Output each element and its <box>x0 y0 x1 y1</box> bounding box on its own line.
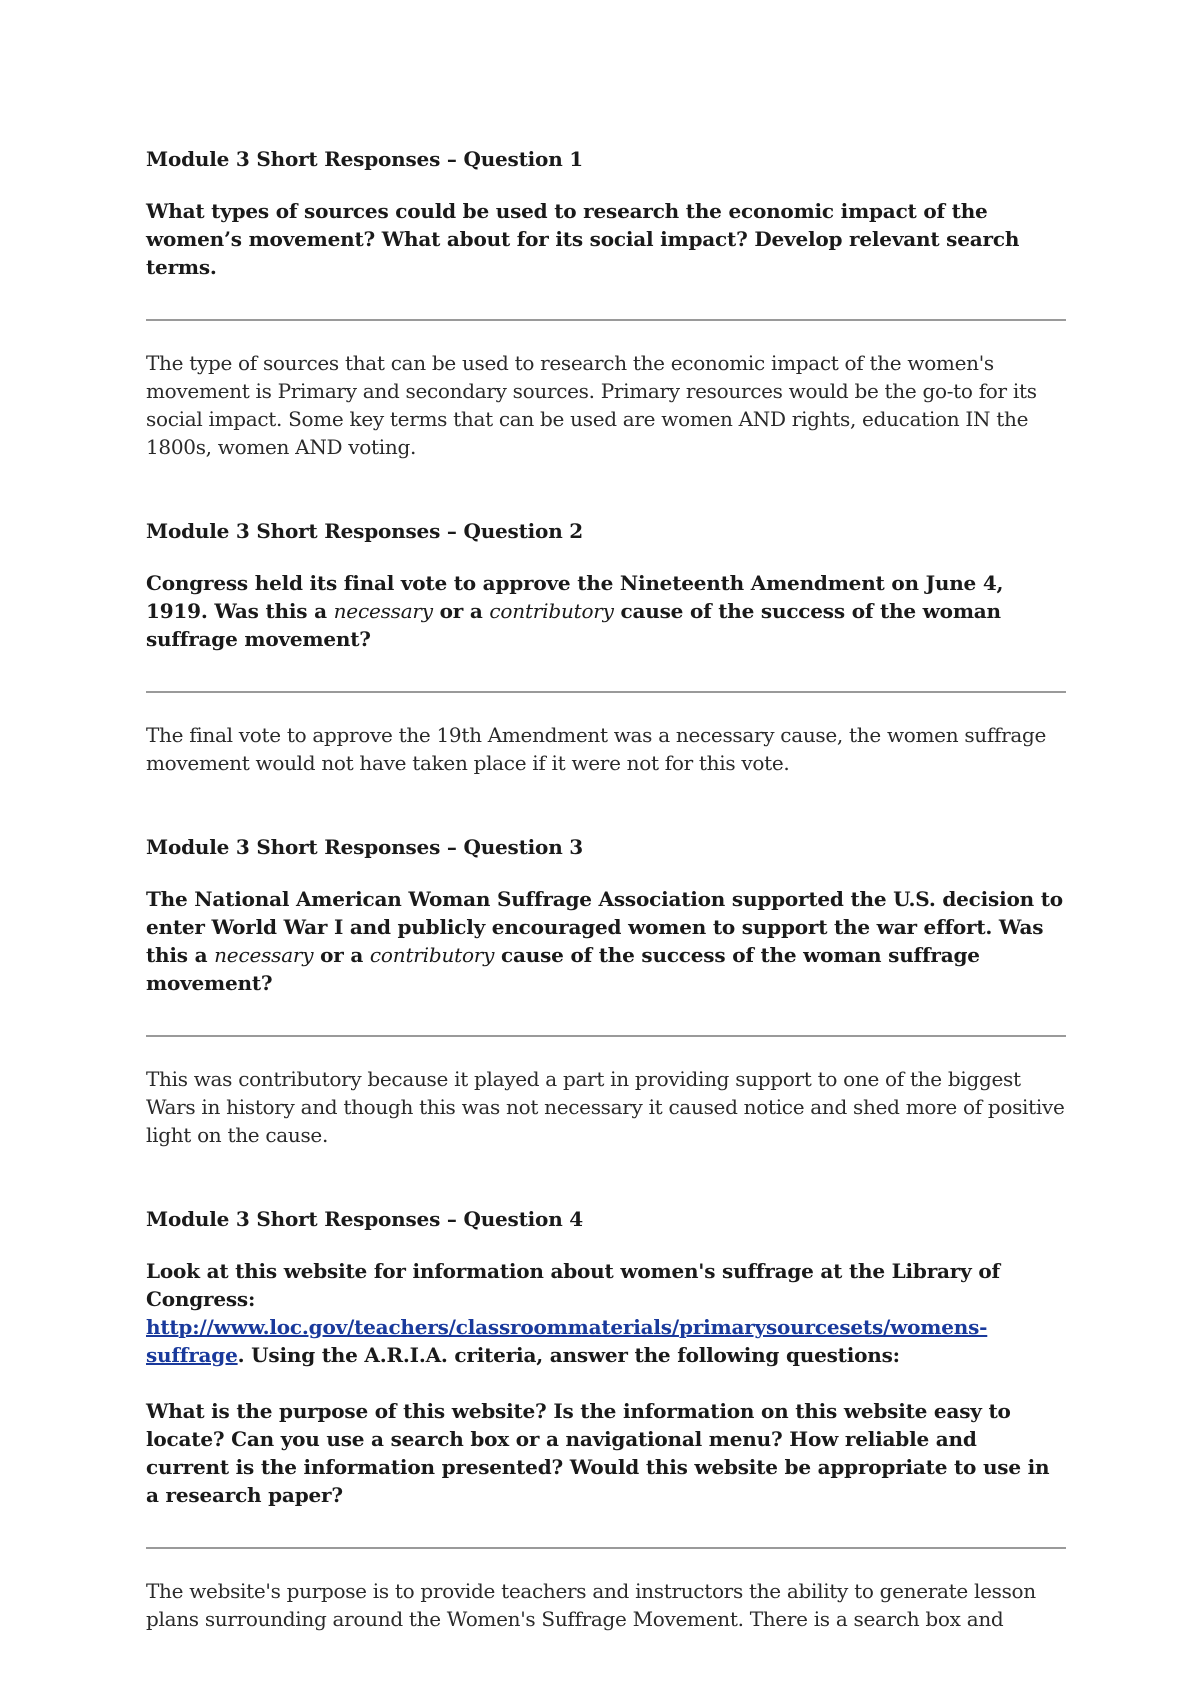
question-text-part: Look at this website for information about women's suffrage at the Library of Congress: <box>146 1259 1000 1311</box>
question-term-necessary: necessary <box>333 599 433 623</box>
answer-text: The type of sources that can be used to research the economic impact of the women's movement is Primary and secondary sources. Primary resources would be the go-to for its social impact. Some key terms that can be used are women AND rights, education IN the 1800s, women AND voting. <box>146 351 1037 459</box>
question-text <box>146 569 1066 653</box>
loc-website-link[interactable]: http://www.loc.gov/teachers/classroommaterials/primarysourcesets/womens-suffrage <box>146 1315 988 1367</box>
question-text-part: . Using the A.R.I.A. criteria, answer the following questions: <box>237 1343 900 1367</box>
section-question-1 <box>146 145 1066 517</box>
section-heading: Module 3 Short Responses – Question 1 <box>146 147 584 171</box>
answer-text: This was contributory because it played a part in providing support to one of the biggest Wars in history and though this was not necessary it caused notice and shed more of positive light on the cause. <box>146 1067 1065 1147</box>
question-term-contributory: contributory <box>489 599 614 623</box>
section-question-3 <box>146 833 1066 1205</box>
question-text <box>146 885 1066 997</box>
question-text-part: The National American Woman Suffrage Association supported the U.S. decision to enter World War I and publicly encouraged women to support the war effort. Was this a <box>146 887 1063 967</box>
question-term-necessary: necessary <box>214 943 314 967</box>
question-text-part: or a <box>432 599 490 623</box>
question-text-part: Congress held its final vote to approve the Nineteenth Amendment on June 4, 1919. Was this a <box>146 571 1004 623</box>
section-question-4 <box>146 1205 1066 1633</box>
answer-text: The website's purpose is to provide teachers and instructors the ability to generate lesson plans surrounding around the Women's Suffrage Movement. There is a search box and <box>146 1579 1036 1631</box>
section-question-2 <box>146 517 1066 833</box>
question-term-contributory: contributory <box>369 943 495 967</box>
question-text-part: cause of the success of the woman suffrage movement? <box>146 943 980 995</box>
section-heading: Module 3 Short Responses – Question 4 <box>146 1207 584 1231</box>
section-heading: Module 3 Short Responses – Question 2 <box>146 519 584 543</box>
question-text-aria: What is the purpose of this website? Is the information on this website easy to locate? Can you use a search box or a navigational menu? How reliable and current is the information presented? Would this website be appropriate to use in a research paper? <box>146 1399 1050 1507</box>
document-page <box>146 145 1066 1633</box>
answer-text: The final vote to approve the 19th Amendment was a necessary cause, the women suffrage movement would not have taken place if it were not for this vote. <box>146 723 1047 775</box>
question-text: What types of sources could be used to research the economic impact of the women’s movement? What about for its social impact? Develop relevant search terms. <box>146 199 1020 279</box>
section-heading: Module 3 Short Responses – Question 3 <box>146 835 584 859</box>
question-text-part: or a <box>313 943 370 967</box>
question-text <box>146 1257 1066 1369</box>
question-text-part: cause of the success of the woman suffrage movement? <box>146 599 1001 651</box>
